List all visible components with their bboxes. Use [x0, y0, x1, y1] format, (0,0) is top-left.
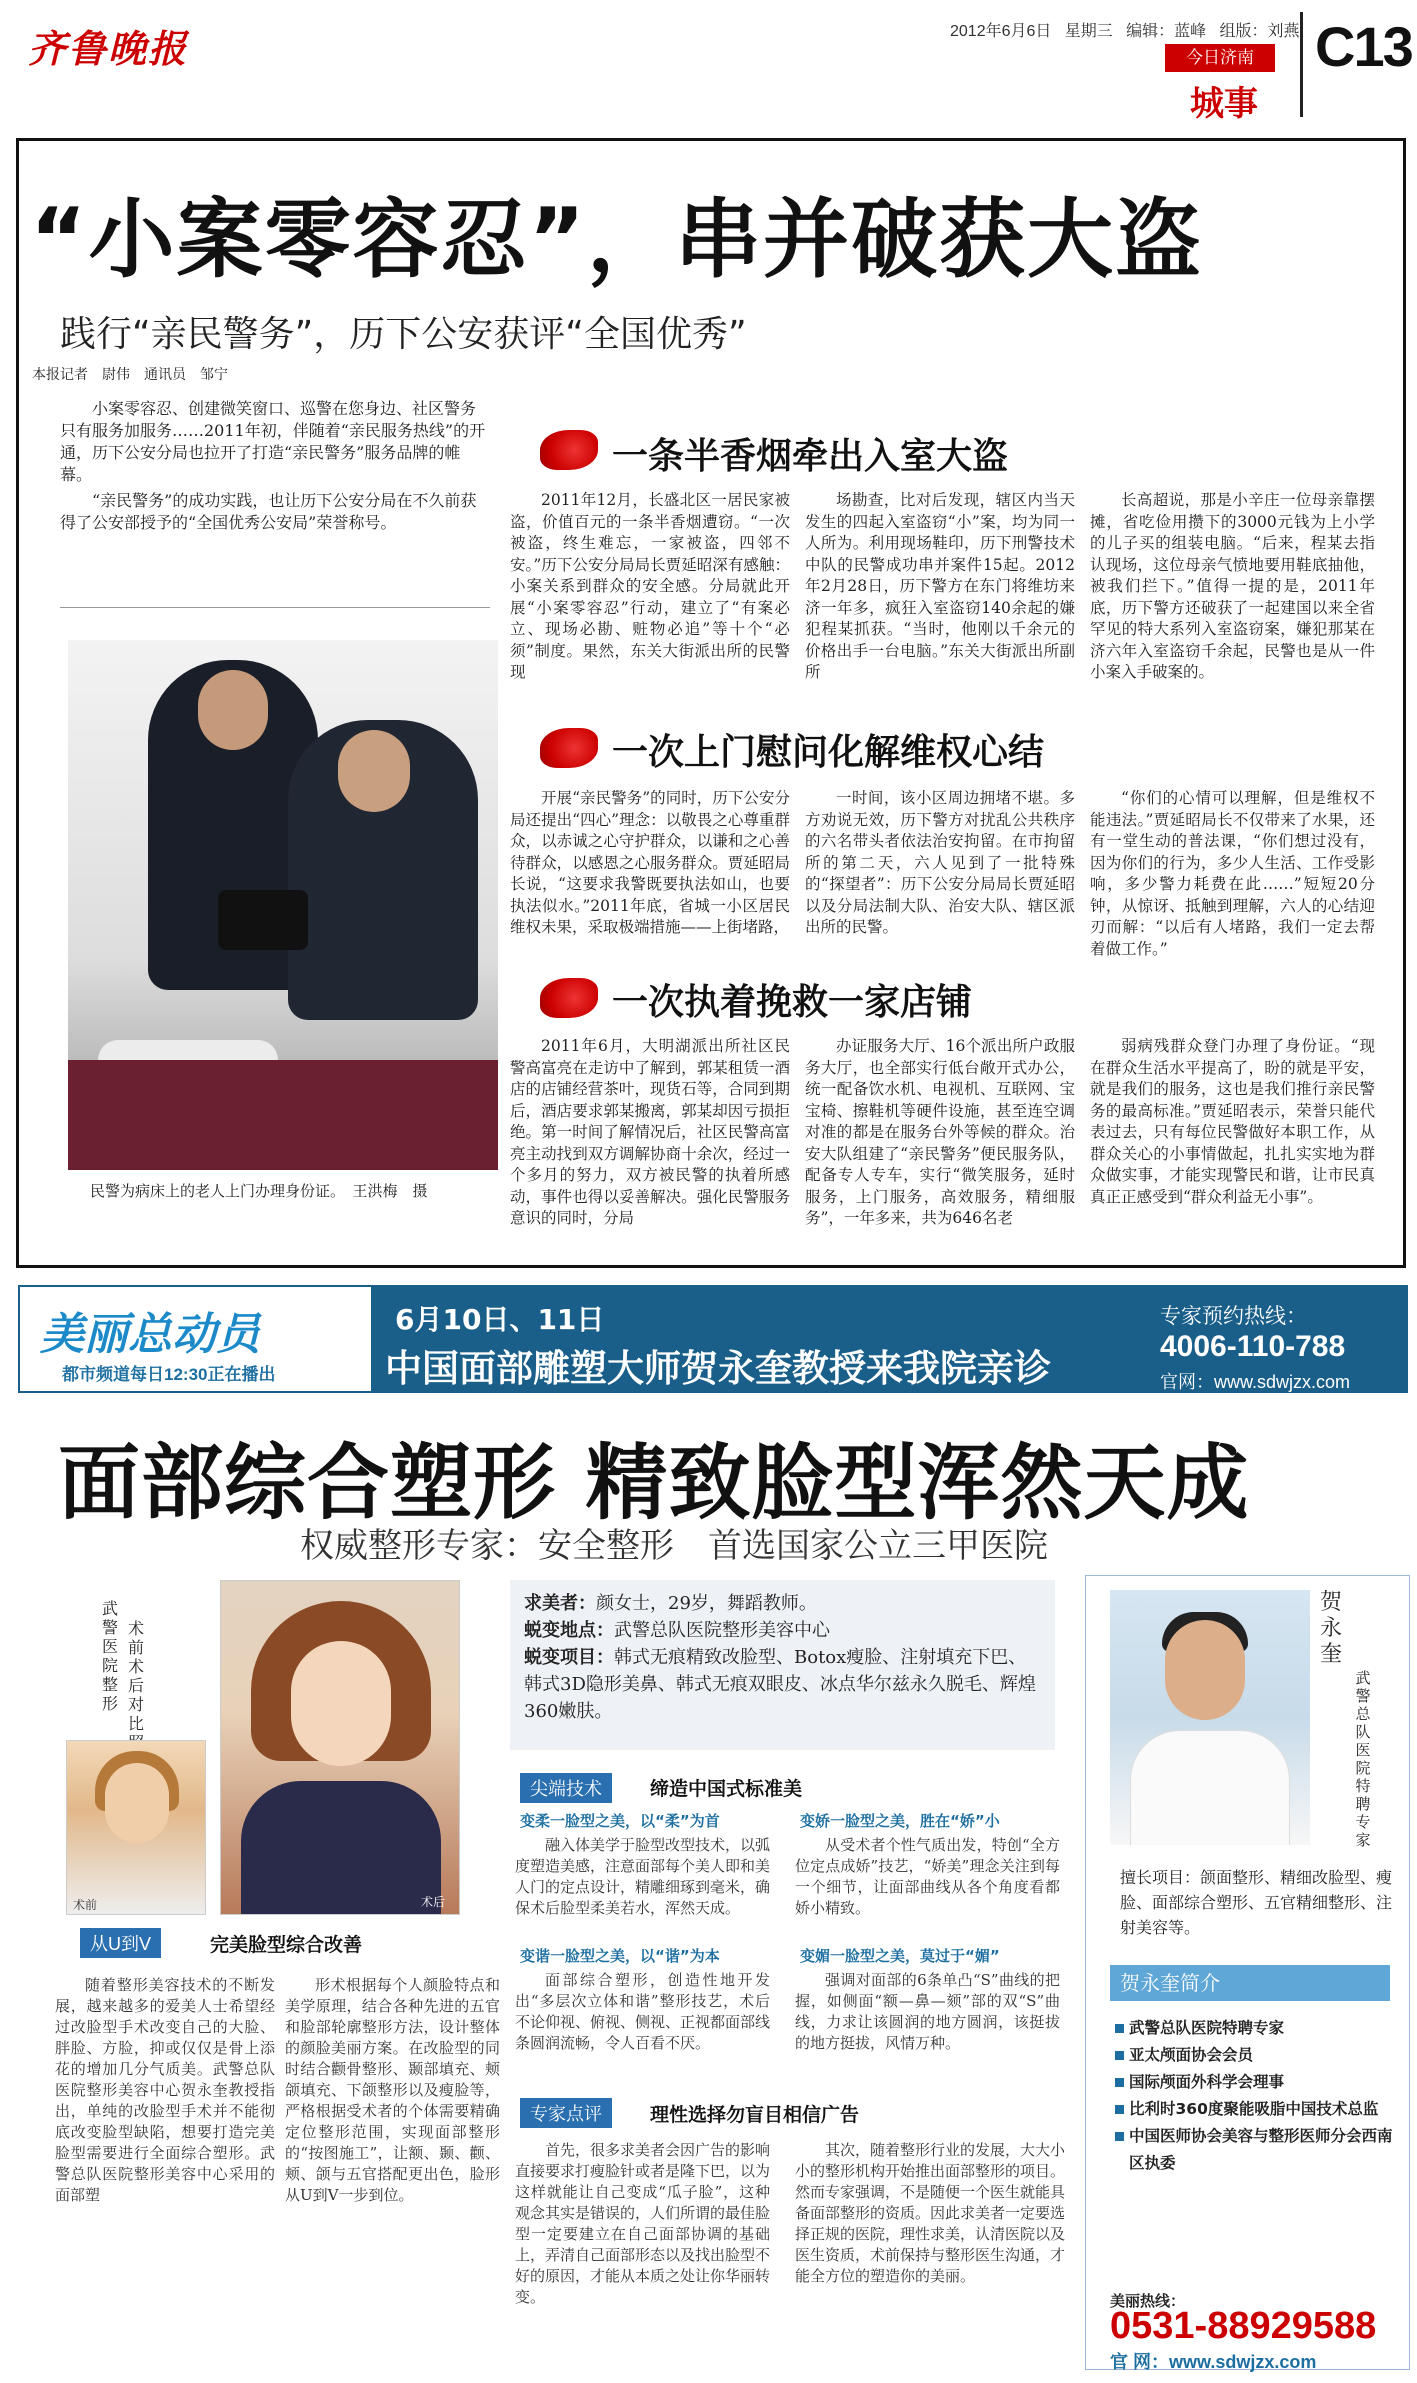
section-2-column-2: 一时间，该小区周边拥堵不堪。多方劝说无效，历下警方对扰乱公共秩序的六名带头者依法治安拘留。在市拘留所的第二天，六人见到了一批特殊的“探望者”：历下公安分局局长贾延昭以及分局法制大队、治安大队、辖区派出所的民警。: [805, 789, 1075, 936]
section-3-title: 一次执着挽救一家店铺: [612, 982, 973, 1023]
lead-paragraph: “亲民警务”的成功实践，也让历下公安分局在不久前获得了公安部授予的“全国优秀公安局”荣誉称号。: [60, 491, 477, 532]
doctor-specialty: 擅长项目：颌面整形、精细改脸型、瘦脸、面部综合塑形、五官精细整形、注射美容等。: [1120, 1868, 1393, 1937]
issue-weekday: 星期三: [1064, 23, 1113, 40]
credential-item: 国际颅面外科学会理事: [1115, 2069, 1400, 2096]
ad-subtitle: 权威整形专家：安全整形 首选国家公立三甲医院: [300, 1526, 1048, 1566]
after-tag: 术后: [421, 1895, 446, 1909]
pointing-hand-icon: [540, 978, 598, 1018]
sub-c-title: 变谐一脸型之美，以“谐”为本: [520, 1947, 720, 1965]
sub-a-title: 变柔一脸型之美，以“柔”为首: [520, 1812, 720, 1830]
before-tag: 术前: [73, 1898, 98, 1912]
section-3-column-3: 弱病残群众登门办理了身份证。“现在群众生活水平提高了，盼的就是平安，就是我们的服务，这也是我们推行亲民警务的最高标准。”贾延昭表示，荣誉只能代表过去，只有每位民警做好本职工作，从群众关心的小事情做起，扎扎实实地为群众做实事，才能实现警民和谐，让市民真真正正感受到“群众利益无小事”。: [1090, 1037, 1375, 1206]
tag-expert: 专家点评: [520, 2098, 612, 2128]
section-1-column-2: 场勘查，比对后发现，辖区内当天发生的四起入室盗窃“小”案，均为同一人所为。利用现场鞋印，历下刑警技术中队的民警成功串并案件15起。2012年2月28日，历下警方在东门将维坊来济一年多，疯狂入室盗窃140余起的嫌犯程某抓获。“当时，他刚以千余元的价格出手一台电脑。”东关大街派出所副所: [805, 491, 1075, 681]
editor-credit: 编辑：蓝峰: [1126, 23, 1207, 40]
bottom-hotline-number: 0531-88929588: [1110, 2305, 1377, 2347]
after-photo: [220, 1580, 460, 1915]
credential-item: 亚太颅面协会会员: [1115, 2042, 1400, 2069]
doctor-credentials: [1115, 2015, 1400, 2177]
ad-website: 官网：www.sdwjzx.com: [1160, 1372, 1351, 1392]
article-byline: 本报记者 尉伟 通讯员 邹宁: [32, 366, 228, 382]
tech-section-title: 缔造中国式标准美: [650, 1778, 803, 1800]
article-headline: “小案零容忍”，串并破获大盗: [30, 190, 1204, 290]
vertical-label: 武警医院整形: [101, 1601, 118, 1713]
doctor-name: 贺永奎: [1319, 1590, 1342, 1667]
bottom-website: 官 网：www.sdwjzx.com: [1110, 2352, 1317, 2372]
layout-credit: 组版：刘燕: [1219, 23, 1300, 40]
pointing-hand-icon: [540, 728, 598, 768]
expert-section-title: 理性选择勿盲目相信广告: [650, 2104, 860, 2126]
bed-figure: [68, 1060, 498, 1170]
info-items: 韩式无痕精致改脸型、Botox瘦脸、注射填充下巴、韩式3D隐形美鼻、韩式无痕双眼皮、冰点华尔兹永久脱毛、辉煌360嫩肤。: [524, 1647, 1036, 1722]
masthead-divider: [1300, 12, 1303, 117]
sub-b-text: 从受术者个性气质出发，特创“全方位定点成娇”技艺，“娇美”理念关注到每一个细节，让面部曲线从各个角度看都娇小精致。: [795, 1836, 1060, 1917]
news-photo: [68, 640, 498, 1170]
ad-hotline-number: 4006-110-788: [1160, 1330, 1346, 1363]
tag-u-to-v: 从U到V: [80, 1928, 161, 1958]
u-to-v-column-2: 形术根据每个人颜脸特点和美学原理，结合各种先进的五官和脸部轮廓整形方法，设计整体的颜脸美丽方案。在改脸型的同时结合颧骨整形、颞部填充、颊颌填充、下颌整形以及瘦脸等，严格根据受术者的个体需要精确定位整形范围，实现面部整形的“按图施工”，让额、颞、颧、颊、颌与五官搭配更出色，脸形从U到V一步到位。: [285, 1976, 500, 2204]
section-title: 城事: [1190, 85, 1258, 123]
bottom-hotline-label: 美丽热线：: [1110, 2292, 1186, 2310]
lead-paragraph: 小案零容忍、创建微笑窗口、巡警在您身边、社区警务只有服务加服务……2011年初，伴随着“亲民服务热线”的开通，历下公安分局也拉开了打造“亲民警务”服务品牌的帷幕。: [60, 399, 486, 484]
doctor-intro-header: 贺永奎简介: [1110, 1965, 1390, 2001]
info-person-key: 求美者：: [524, 1593, 596, 1614]
pointing-hand-icon: [540, 430, 598, 470]
ad-main-title: 面部综合塑形 精致脸型浑然天成: [58, 1435, 1250, 1531]
section-tag: 今日济南: [1165, 44, 1275, 72]
case-info-box: [510, 1580, 1055, 1750]
info-place: 武警总队医院整形美容中心: [614, 1620, 830, 1641]
sub-b-title: 变娇一脸型之美，胜在“娇”小: [800, 1812, 1000, 1830]
ad-slogan: 都市频道每日12:30正在播出: [62, 1365, 276, 1384]
article-subheadline: 践行“亲民警务”，历下公安获评“全国优秀”: [60, 314, 747, 355]
section-3-column-1: 2011年6月，大明湖派出所社区民警高富亮在走访中了解到，郭某租赁一酒店的店铺经营茶叶，现货石等，合同到期后，酒店要求郭某搬离，郭某却因亏损拒绝。第一时间了解情况后，社区民警高富亮主动找到双方调解协商十余次，经过一个多月的努力，双方被民警的执着所感动，事件也得以妥善解决。强化民警服务意识的同时，分局: [510, 1037, 790, 1227]
sub-d-title: 变媚一脸型之美，莫过于“媚”: [800, 1947, 1000, 1965]
issue-meta: [950, 18, 1299, 41]
issue-date: 2012年6月6日: [950, 23, 1052, 40]
sub-c-text: 面部综合塑形，创造性地开发出“多层次立体和谐”整形技艺，术后不论仰视、俯视、侧视、正视都面部线条圆润流畅，令人百看不厌。: [515, 1971, 770, 2052]
article-lead: [60, 398, 490, 608]
credential-item: 比利时360度聚能吸脂中国技术总监: [1115, 2096, 1400, 2123]
doctor-title: 武警总队医院特聘专家: [1355, 1670, 1371, 1849]
page-number: C13: [1315, 15, 1412, 78]
u-to-v-title: 完美脸型综合改善: [210, 1934, 363, 1956]
before-photo: [66, 1740, 206, 1915]
section-2-column-1: 开展“亲民警务”的同时，历下公安分局还提出“四心”理念：以敬畏之心尊重群众，以赤诚之心守护群众，以谦和之心善待群众，以感恩之心服务群众。贾延昭局长说，“这要求我警既要执法如山，也要执法似水。”2011年底，省城一小区居民维权未果，采取极端措施——上街堵路，: [510, 789, 790, 936]
camera-figure: [218, 890, 308, 950]
info-person: 颜女士，29岁，舞蹈教师。: [596, 1593, 817, 1614]
ad-date: 6月10日、11日: [395, 1303, 605, 1336]
tag-tech: 尖端技术: [520, 1773, 612, 1803]
ad-hotline-label: 专家预约热线：: [1160, 1304, 1307, 1328]
section-2-column-3: “你们的心情可以理解，但是维权不能违法。”贾延昭局长不仅带来了水果，还有一堂生动的普法课，“你们想过没有，因为你们的行为，多少人生活、工作受影响，多少警力耗费在此……”短短20分钟，从惊讶、抵触到理解，六人的心结迎刃而解：“以后有人堵路，我们一定去帮着做工作。”: [1090, 789, 1375, 958]
masthead: [0, 0, 1417, 130]
doctor-photo: [1110, 1590, 1310, 1845]
vertical-label: 术前术后对比: [127, 1621, 144, 1733]
sub-a-text: 融入体美学于脸型改型技术，以弧度塑造美感，注意面部每个美人即和美人门的定点设计，精雕细琢到毫米，确保术后脸型柔美若水，浑然天成。: [515, 1836, 770, 1917]
section-1-column-1: 2011年12月，长盛北区一居民家被盗，价值百元的一条半香烟遭窃。“一次被盗，终生难忘，一家被盗，四邻不安。”历下公安分局局长贾延昭深有感触：小案关系到群众的安全感。分局就此开展“小案零容忍”行动，建立了“有案必立、现场必勘、赃物必追”等十个“必须”制度。果然，东关大街派出所的民警现: [510, 491, 790, 681]
credential-item: 武警总队医院特聘专家: [1115, 2015, 1400, 2042]
info-place-key: 蜕变地点：: [524, 1620, 614, 1641]
expert-column-2: 其次，随着整形行业的发展，大大小小的整形机构开始推出面部整形的项目。然而专家强调，不是随便一个医生就能具备面部整形的资质。因此求美者一定要选择正规的医院，理性求美，认清医院以及医生资质，术前保持与整形医生沟通，才能全方位的塑造你的美丽。: [795, 2141, 1065, 2285]
sub-d-text: 强调对面部的6条单凸“S”曲线的把握，如侧面“额—鼻—颏”部的双“S”曲线，力求让该圆润的地方圆润，该挺拔的地方挺拔，风情万种。: [795, 1971, 1060, 2052]
expert-column-1: 首先，很多求美者会因广告的影响直接要求打瘦脸针或者是隆下巴，以为这样就能让自己变成“瓜子脸”，这种观念其实是错误的，人们所谓的最佳脸型一定要建立在自己面部协调的基础上，弄清自己面部形态以及找出脸型不好的原因，才能从本质之处让你华丽转变。: [515, 2141, 770, 2306]
section-1-title: 一条半香烟牵出入室大盗: [612, 436, 1009, 477]
ad-logo: 美丽总动员: [40, 1309, 260, 1360]
section-2-title: 一次上门慰问化解维权心结: [612, 732, 1045, 773]
ad-visit-headline: 中国面部雕塑大师贺永奎教授来我院亲诊: [385, 1347, 1051, 1390]
section-3-column-2: 办证服务大厅、16个派出所户政服务大厅，也全部实行低台敞开式办公，统一配备饮水机、电视机、互联网、宝宝椅、擦鞋机等硬件设施，甚至连空调对准的都是在服务台外等候的群众。治安大队组建了“亲民警务”便民服务队，配备专人专车，实行“微笑服务，延时服务，上门服务，高效服务，精细服务”，一年多来，共为646名老: [805, 1037, 1075, 1227]
info-items-key: 蜕变项目：: [524, 1647, 614, 1668]
credential-item: 中国医师协会美容与整形医师分会西南区执委: [1115, 2123, 1400, 2177]
section-1-column-3: 长高超说，那是小辛庄一位母亲靠摆摊，省吃俭用攒下的3000元钱为上小学的儿子买的组装电脑。“后来，程某去指认现场，这位母亲气愤地要用鞋底抽他，被我们拦下。”值得一提的是，2011年底，历下警方还破获了一起建国以来全省罕见的特大系列入室盗窃案，嫌犯那某在济六年入室盗窃千余起，民警也是从一件小案入手破案的。: [1090, 491, 1375, 681]
newspaper-logo: 齐鲁晚报: [28, 26, 189, 71]
u-to-v-column-1: 随着整形美容技术的不断发展，越来越多的爱美人士希望经过改脸型手术改变自己的大脸、胖脸、方脸，抑或仅仅是骨上添花的增加几分气质美。武警总队医院整形美容中心贺永奎教授指出，单纯的改脸型手术并不能彻底改变脸型缺陷，想要打造完美脸型需要进行全面综合塑形。武警总队医院整形美容中心采用的面部塑: [55, 1976, 275, 2204]
photo-caption: 民警为病床上的老人上门办理身份证。 王洪梅 摄: [90, 1183, 428, 1200]
